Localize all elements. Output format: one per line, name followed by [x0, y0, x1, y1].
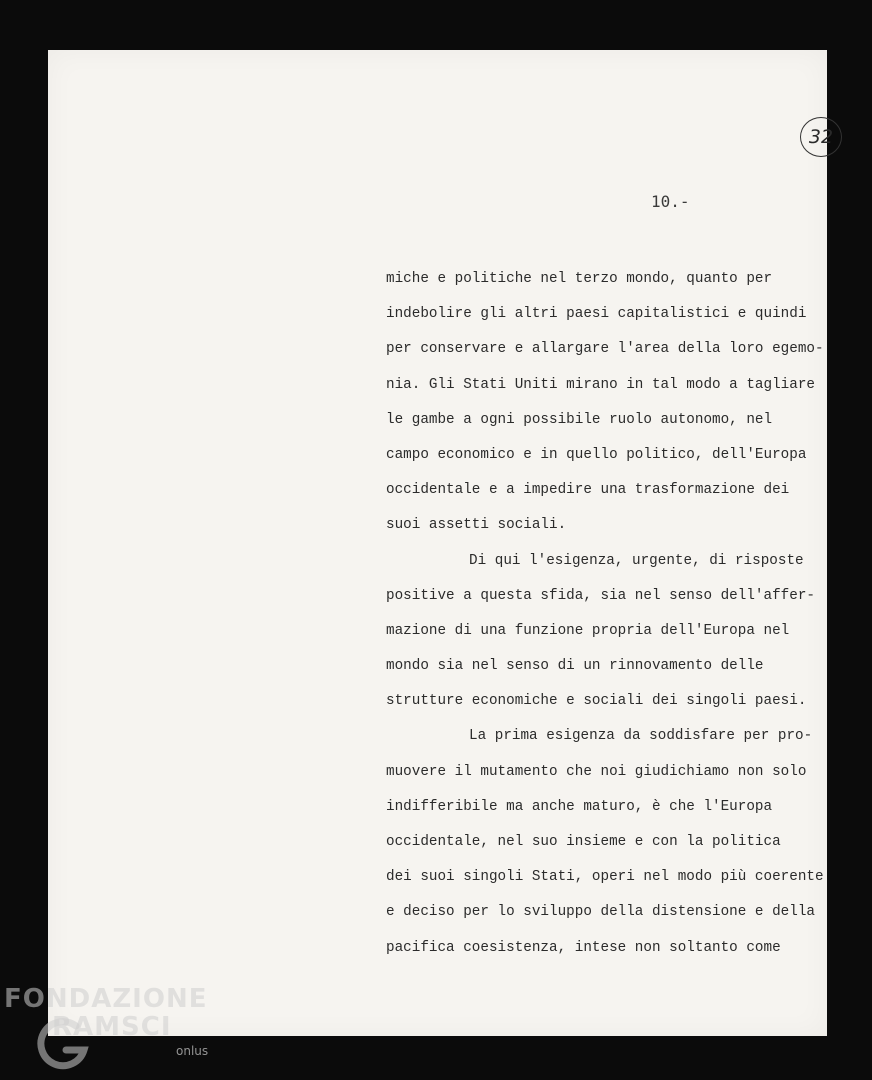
text-line: indifferibile ma anche maturo, è che l'Europa: [386, 798, 773, 815]
text-line: strutture economiche e sociali dei singoli paesi.: [386, 693, 807, 710]
text-line: occidentale, nel suo insieme e con la politica: [386, 834, 781, 850]
text-line: miche e politiche nel terzo mondo, quanto per: [386, 271, 773, 287]
text-line: occidentale e a impedire una trasformazione dei: [386, 482, 790, 499]
watermark: [4, 984, 224, 1080]
watermark-line-2: RAMSCI: [52, 1012, 172, 1042]
text-line: pacifica coesistenza, intese non soltanto come: [386, 939, 781, 956]
text-line: Di qui l'esigenza, urgente, di risposte: [469, 552, 804, 569]
text-line: mondo sia nel senso di un rinnovamento delle: [386, 658, 764, 675]
text-line: dei suoi singoli Stati, operi nel modo più coerente: [386, 869, 824, 886]
text-line: mazione di una funzione propria dell'Europa nel: [386, 622, 790, 639]
watermark-sub: onlus: [176, 1044, 209, 1058]
page-number: 10.-: [651, 192, 690, 211]
folio-number: 32: [808, 126, 834, 148]
text-line: suoi assetti sociali.: [386, 517, 567, 534]
text-line: e deciso per lo sviluppo della distensione e della: [386, 904, 815, 921]
body-text: [386, 262, 824, 966]
text-line: per conservare e allargare l'area della loro egemo-: [386, 341, 824, 358]
text-line: le gambe a ogni possibile ruolo autonomo, nel: [386, 411, 773, 428]
text-line: positive a questa sfida, sia nel senso dell'affer-: [386, 587, 815, 604]
paper-sheet: [48, 50, 834, 1036]
text-line: indebolire gli altri paesi capitalistici e quindi: [386, 306, 807, 323]
text-line: muovere il mutamento che noi giudichiamo non solo: [386, 763, 807, 780]
text-line: campo economico e in quello politico, dell'Europa: [386, 446, 807, 463]
text-line: nia. Gli Stati Uniti mirano in tal modo a tagliare: [386, 376, 815, 393]
watermark-line-1: FONDAZIONE: [4, 984, 208, 1014]
text-line: La prima esigenza da soddisfare per pro-: [469, 728, 813, 745]
folio-mark: [800, 117, 842, 157]
